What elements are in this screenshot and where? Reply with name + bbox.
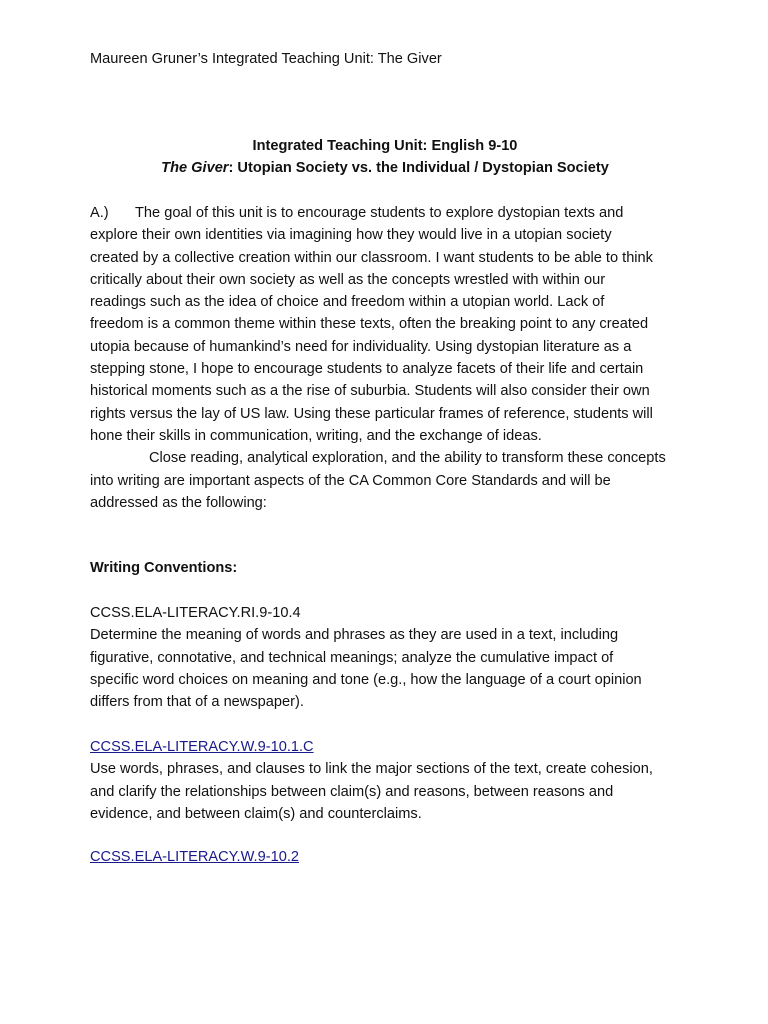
intro-text: hone their skills in communication, writing, and the exchange of ideas. [90,427,542,444]
intro-text: into writing are important aspects of the CA Common Core Standards and will be [90,472,611,489]
standard-text: specific word choices on meaning and tone (e.g., how the language of a court opinion [90,671,642,688]
title-subtitle: : Utopian Society vs. the Individual / Dystopian Society [228,160,609,176]
page-header: Maureen Gruner’s Integrated Teaching Unit: The Giver [90,51,442,67]
section-heading: Writing Conventions: [90,560,238,576]
intro-text: historical moments such as a the rise of suburbia. Students will also consider their own [90,383,650,400]
intro-text: created by a collective creation within our classroom. I want students to be able to think [90,249,653,266]
intro-text: readings such as the idea of choice and freedom within a utopian world. Lack of [90,294,605,311]
intro-text: explore their own identities via imagining how they would live in a utopian society [90,227,612,244]
standard-text: figurative, connotative, and technical meanings; analyze the cumulative impact of [90,649,614,666]
section-marker: A.) [90,205,109,221]
standard-block [90,602,680,713]
standard-text: differs from that of a newspaper). [90,694,304,711]
document-title [90,135,680,179]
standard-text: and clarify the relationships between claim(s) and reasons, between reasons and [90,783,614,800]
standard-code-link[interactable]: CCSS.ELA-LITERACY.W.9-10.1.C [90,739,314,755]
intro-text: rights versus the lay of US law. Using these particular frames of reference, students will [90,405,653,422]
standard-block [90,846,680,868]
intro-section [90,202,680,514]
intro-text: addressed as the following: [90,494,267,511]
standard-code-link[interactable]: CCSS.ELA-LITERACY.W.9-10.2 [90,849,299,865]
intro-text: utopia because of humankind’s need for individuality. Using dystopian literature as a [90,338,632,355]
intro-text: freedom is a common theme within these texts, often the breaking point to any created [90,316,649,333]
intro-line-1 [90,202,680,224]
intro-text: critically about their own society as well as the concepts wrestled with within our [90,271,606,288]
intro-para2-line-1 [90,447,680,469]
standard-code: CCSS.ELA-LITERACY.RI.9-10.4 [90,605,301,621]
title-line-2 [90,157,680,179]
intro-text: Close reading, analytical exploration, and the ability to transform these concepts [149,450,666,467]
standard-block [90,736,680,825]
book-title: The Giver [161,160,229,176]
intro-text: The goal of this unit is to encourage students to explore dystopian texts and [135,205,624,221]
title-line-1: Integrated Teaching Unit: English 9-10 [252,138,518,154]
standard-text: evidence, and between claim(s) and counterclaims. [90,805,422,822]
standard-text: Determine the meaning of words and phrases as they are used in a text, including [90,627,619,644]
intro-text: stepping stone, I hope to encourage students to analyze facets of their life and certain [90,361,644,378]
standard-text: Use words, phrases, and clauses to link the major sections of the text, create cohesion, [90,761,653,778]
